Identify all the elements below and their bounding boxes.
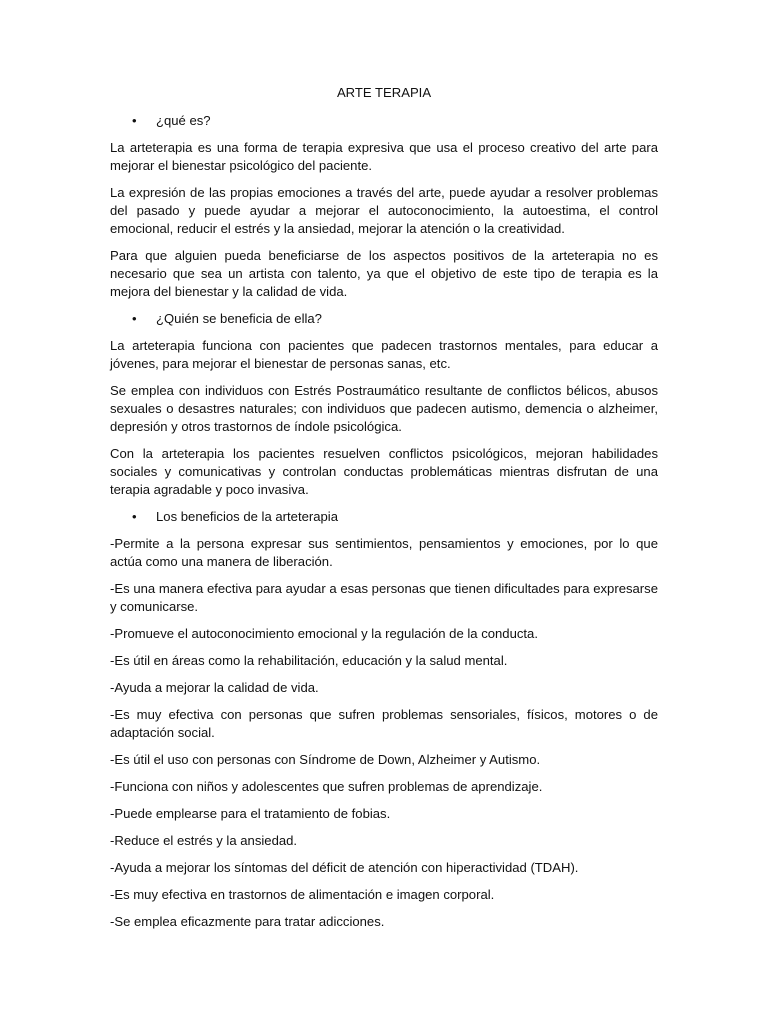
benefit-item: -Se emplea eficazmente para tratar adicciones. <box>110 914 385 929</box>
section-heading-benefits: • Los beneficios de la arteterapia <box>110 508 658 526</box>
benefit-item: -Es útil el uso con personas con Síndrome de Down, Alzheimer y Autismo. <box>110 752 541 767</box>
paragraph: Para que alguien pueda beneficiarse de los aspectos positivos de la arteterapia no es necesario que sea un artista con talento, ya que el objetivo de este tipo de terapia es la mejora del bienestar y la calidad de vida. <box>110 248 658 299</box>
benefit-item: -Puede emplearse para el tratamiento de fobias. <box>110 806 391 821</box>
benefit-item: -Reduce el estrés y la ansiedad. <box>110 833 298 848</box>
benefit-item: -Ayuda a mejorar la calidad de vida. <box>110 680 319 695</box>
paragraph: Se emplea con individuos con Estrés Postraumático resultante de conflictos bélicos, abusos sexuales o desastres naturales; con individuos que padecen autismo, demencia o alzheimer, depresión y otros trastornos de índole psicológica. <box>110 383 658 434</box>
benefit-item: -Es útil en áreas como la rehabilitación, educación y la salud mental. <box>110 653 508 668</box>
section-heading-what-is: • ¿qué es? <box>110 112 658 130</box>
benefit-item: -Promueve el autoconocimiento emocional y la regulación de la conducta. <box>110 626 538 641</box>
benefit-item: -Es muy efectiva con personas que sufren problemas sensoriales, físicos, motores o de adaptación social. <box>110 707 658 740</box>
benefit-item: -Funciona con niños y adolescentes que sufren problemas de aprendizaje. <box>110 779 543 794</box>
benefit-item: -Permite a la persona expresar sus sentimientos, pensamientos y emociones, por lo que actúa como una manera de liberación. <box>110 536 658 569</box>
document-page <box>110 84 658 940</box>
paragraph: Con la arteterapia los pacientes resuelven conflictos psicológicos, mejoran habilidades sociales y comunicativas y controlan conductas problemáticas mientras disfrutan de una terapia agradable y poco invasiva. <box>110 446 658 497</box>
benefit-item: -Es una manera efectiva para ayudar a esas personas que tienen dificultades para expresarse y comunicarse. <box>110 581 658 614</box>
benefit-item: -Es muy efectiva en trastornos de alimentación e imagen corporal. <box>110 887 495 902</box>
section-heading-who-benefits: • ¿Quién se beneficia de ella? <box>110 310 658 328</box>
paragraph: La expresión de las propias emociones a través del arte, puede ayudar a resolver problemas del pasado y puede ayudar a mejorar el autoconocimiento, la autoestima, el control emocional, reducir el estrés y la ansiedad, mejorar la atención o la creatividad. <box>110 185 658 236</box>
benefit-item: -Ayuda a mejorar los síntomas del déficit de atención con hiperactividad (TDAH). <box>110 860 579 875</box>
document-title: ARTE TERAPIA <box>336 85 432 100</box>
paragraph: La arteterapia funciona con pacientes que padecen trastornos mentales, para educar a jóvenes, para mejorar el bienestar de personas sanas, etc. <box>110 338 658 371</box>
paragraph: La arteterapia es una forma de terapia expresiva que usa el proceso creativo del arte para mejorar el bienestar psicológico del paciente. <box>110 140 658 173</box>
